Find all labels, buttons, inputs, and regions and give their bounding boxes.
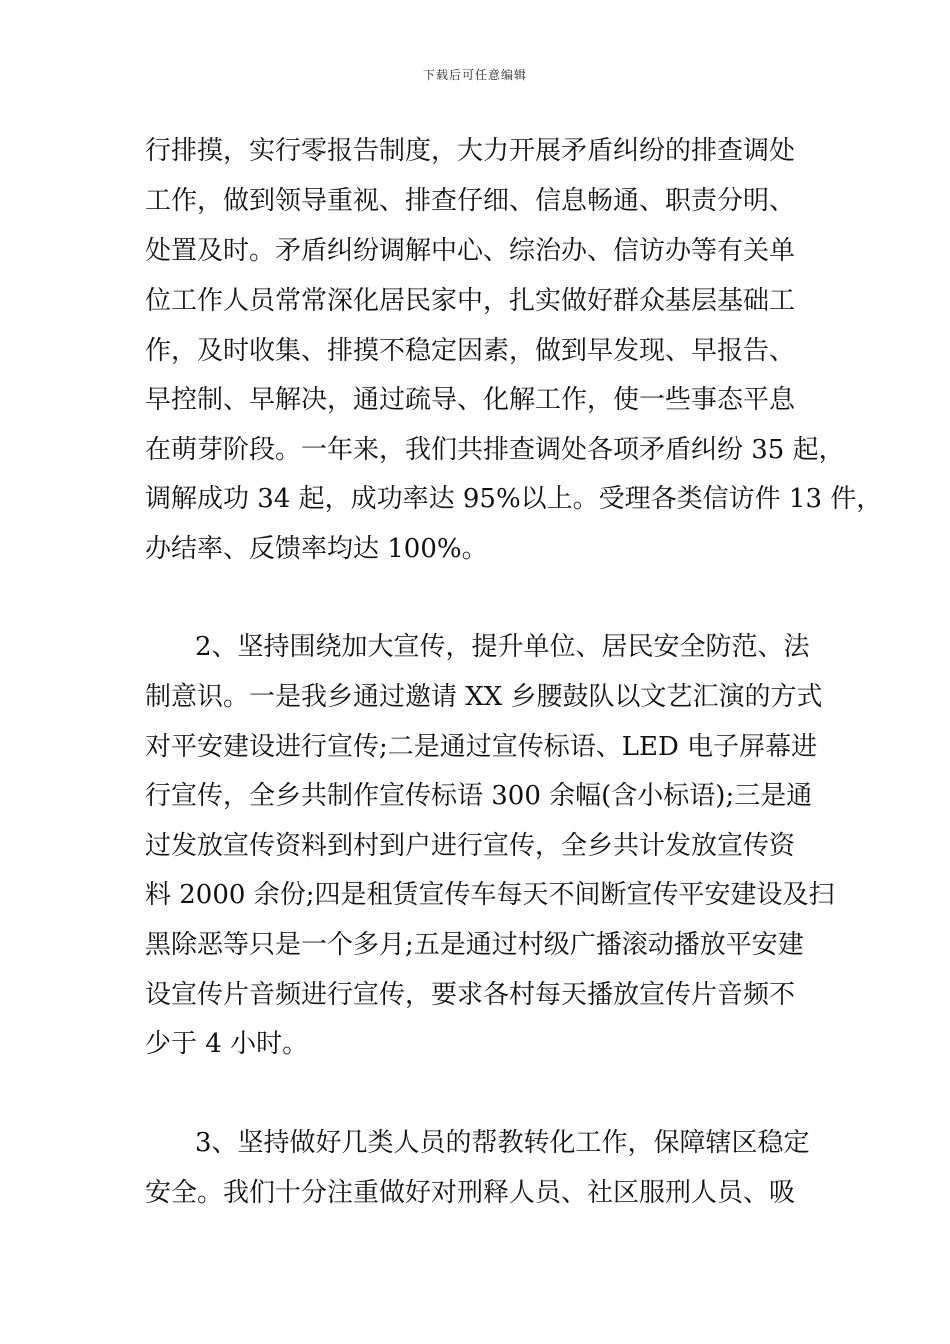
paragraph-2-line-2: 制意识。一是我乡通过邀请 XX 乡腰鼓队以文艺汇演的方式 [145,682,823,712]
paragraph-3-line-2: 安全。我们十分注重做好对刑释人员、社区服刑人员、吸 [145,1178,796,1208]
paragraph-2-line-7: 黑除恶等只是一个多月;五是通过村级广播滚动播放平安建 [145,930,804,960]
paragraph-3-line-1: 3、坚持做好几类人员的帮教转化工作，保障辖区稳定 [195,1128,810,1158]
paragraph-1-line-7: 在萌芽阶段。一年来，我们共排查调处各项矛盾纠纷 35 起， [145,435,845,465]
paragraph-2-line-9: 少于 4 小时。 [145,1029,309,1059]
paragraph-2-line-4: 行宣传，全乡共制作宣传标语 300 余幅(含小标语);三是通 [145,781,813,811]
paragraph-1-line-8: 调解成功 34 起，成功率达 95%以上。受理各类信访件 13 件， [145,484,883,514]
paragraph-1-line-1: 行排摸，实行零报告制度，大力开展矛盾纠纷的排查调处 [145,136,796,166]
paragraph-1-line-9: 办结率、反馈率均达 100%。 [145,534,488,564]
page-header: 下载后可任意编辑 [422,68,527,82]
paragraph-1-line-2: 工作，做到领导重视、排查仔细、信息畅通、职责分明、 [145,186,796,216]
paragraph-2-line-3: 对平安建设进行宣传;二是通过宣传标语、LED 电子屏幕进 [145,732,818,762]
paragraph-1-line-3: 处置及时。矛盾纠纷调解中心、综治办、信访办等有关单 [145,236,796,266]
paragraph-2-line-8: 设宣传片音频进行宣传，要求各村每天播放宣传片音频不 [145,980,796,1010]
paragraph-1-line-5: 作，及时收集、排摸不稳定因素，做到早发现、早报告、 [145,336,796,366]
paragraph-2-line-5: 过发放宣传资料到村到户进行宣传，全乡共计发放宣传资 [145,831,796,861]
paragraph-1-line-4: 位工作人员常常深化居民家中，扎实做好群众基层基础工 [145,286,796,316]
paragraph-2-line-6: 料 2000 余份;四是租赁宣传车每天不间断宣传平安建设及扫 [145,880,835,910]
paragraph-2-line-1: 2、坚持围绕加大宣传，提升单位、居民安全防范、法 [195,632,810,662]
paragraph-1-line-6: 早控制、早解决，通过疏导、化解工作，使一些事态平息 [145,385,796,415]
